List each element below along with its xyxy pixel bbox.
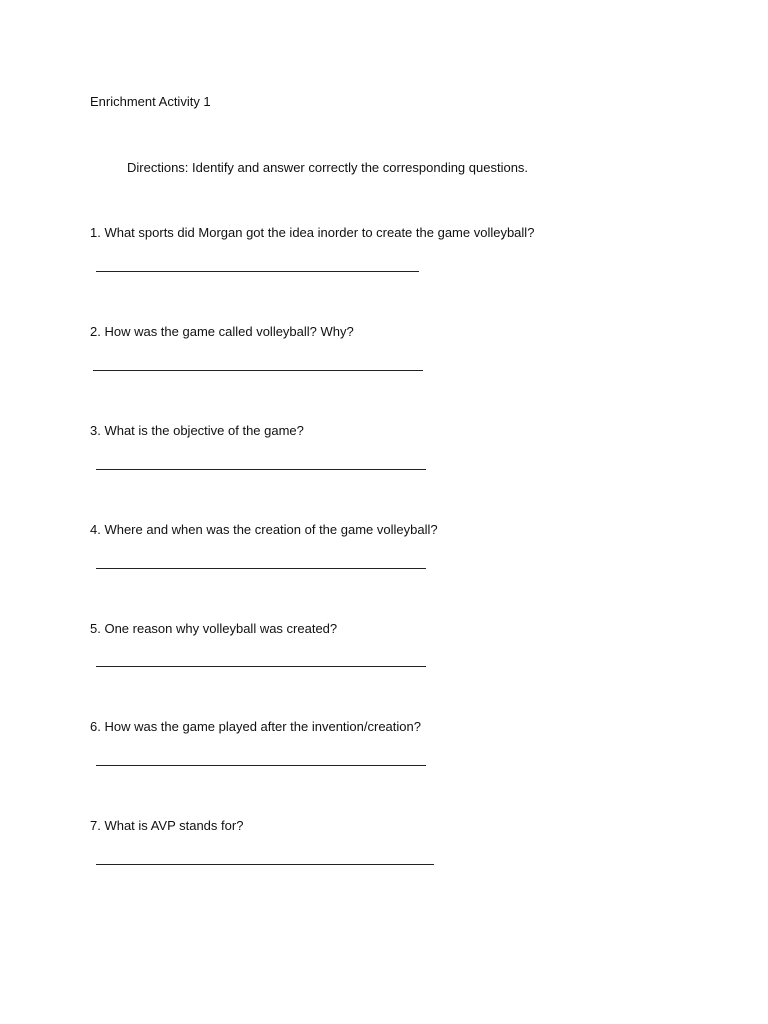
answer-line-6[interactable] [96, 765, 426, 766]
answer-line-1[interactable] [96, 271, 419, 272]
question-2: 2. How was the game called volleyball? Why? [90, 324, 354, 339]
question-4: 4. Where and when was the creation of the game volleyball? [90, 522, 438, 537]
answer-line-3[interactable] [96, 469, 426, 470]
question-7: 7. What is AVP stands for? [90, 818, 244, 833]
question-6: 6. How was the game played after the invention/creation? [90, 719, 421, 734]
answer-line-7[interactable] [96, 864, 434, 865]
question-1: 1. What sports did Morgan got the idea inorder to create the game volleyball? [90, 225, 535, 240]
page-title: Enrichment Activity 1 [90, 94, 211, 109]
question-5: 5. One reason why volleyball was created? [90, 621, 338, 636]
question-3: 3. What is the objective of the game? [90, 423, 304, 438]
answer-line-4[interactable] [96, 568, 426, 569]
answer-line-2[interactable] [93, 370, 423, 371]
directions-text: Directions: Identify and answer correctly the corresponding questions. [127, 160, 529, 175]
answer-line-5[interactable] [96, 666, 426, 667]
